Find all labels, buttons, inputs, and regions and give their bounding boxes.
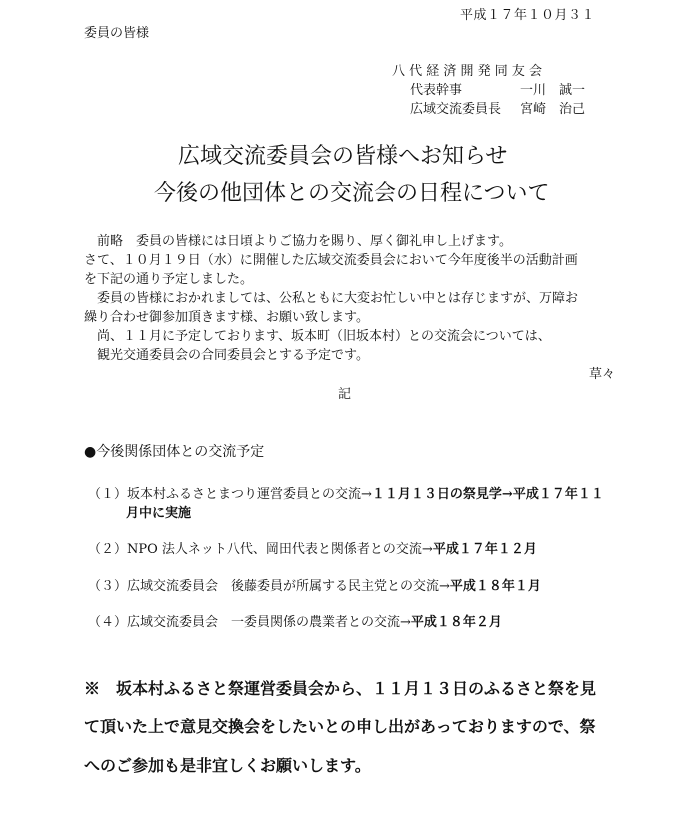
schedule-item-date-continued: 月中に実施	[126, 506, 192, 521]
sender-name-chair: 宮崎 治己	[520, 102, 586, 117]
schedule-item-number: （３）	[88, 579, 128, 594]
schedule-item-date: １１月１３日の祭見学→平成１７年１１	[371, 487, 604, 502]
title-line-2: 今後の他団体との交流会の日程について	[154, 181, 550, 206]
title-line-1: 広域交流委員会の皆様へお知らせ	[178, 144, 508, 169]
schedule-item	[88, 614, 502, 632]
schedule-item-date: 平成１８年１月	[449, 579, 541, 594]
schedule-item-text: NPO 法人ネット八代、岡田代表と関係者との交流→	[127, 542, 433, 557]
body-line: を下記の通り予定しました。	[84, 272, 254, 287]
schedule-item-date: 平成１８年２月	[410, 615, 502, 630]
organization-name: 八 代 経 済 開 発 同 友 会	[392, 64, 543, 79]
addressee: 委員の皆様	[84, 26, 150, 41]
sender-role-representative: 代表幹事	[410, 83, 463, 98]
body-line: 委員の皆様におかれましては、公私ともに大変お忙しい中とは存じますが、万障お	[84, 291, 579, 306]
note-line: て頂いた上で意見交換会をしたいとの申し出があっておりますので、祭	[84, 717, 596, 736]
schedule-item	[88, 578, 541, 596]
schedule-item-number: （２）	[88, 542, 128, 557]
schedule-item-date: 平成１７年１２月	[432, 542, 537, 557]
schedule-item	[88, 541, 537, 559]
sender-name-representative: 一川 誠一	[520, 83, 586, 98]
document-date: 平成１７年１０月３１	[460, 8, 596, 23]
body-line: 観光交通委員会の合同委員会とする予定です。	[84, 348, 369, 363]
body-line: 前略 委員の皆様には日頃よりご協力を賜り、厚く御礼申し上げます。	[84, 234, 512, 249]
schedule-item-text: 広域交流委員会 後藤委員が所属する民主党との交流→	[127, 579, 450, 594]
closing-soso: 草々	[589, 367, 616, 382]
note-line: ※ 坂本村ふるさと祭運営委員会から、１１月１３日のふるさと祭を見	[84, 679, 597, 698]
schedule-item-text: 坂本村ふるさとまつり運営委員との交流→	[127, 487, 372, 502]
body-line: さて、１０月１９日（水）に開催した広域交流委員会において今年度後半の活動計画	[84, 253, 578, 268]
schedule-item-text: 広域交流委員会 一委員関係の農業者との交流→	[127, 615, 411, 630]
body-line: 尚、１１月に予定しております、坂本町（旧坂本村）との交流会については、	[84, 329, 551, 344]
schedule-item-number: （１）	[88, 487, 128, 502]
schedule-item-number: （４）	[88, 615, 128, 630]
schedule-heading: ●今後関係団体との交流予定	[84, 444, 265, 460]
sender-role-chair: 広域交流委員長	[410, 102, 502, 117]
schedule-item	[88, 486, 604, 504]
body-line: 繰り合わせ御参加頂きます様、お願い致します。	[84, 310, 369, 325]
note-line: へのご参加も是非宜しくお願いします。	[84, 756, 371, 775]
ki-marker: 記	[338, 387, 352, 402]
